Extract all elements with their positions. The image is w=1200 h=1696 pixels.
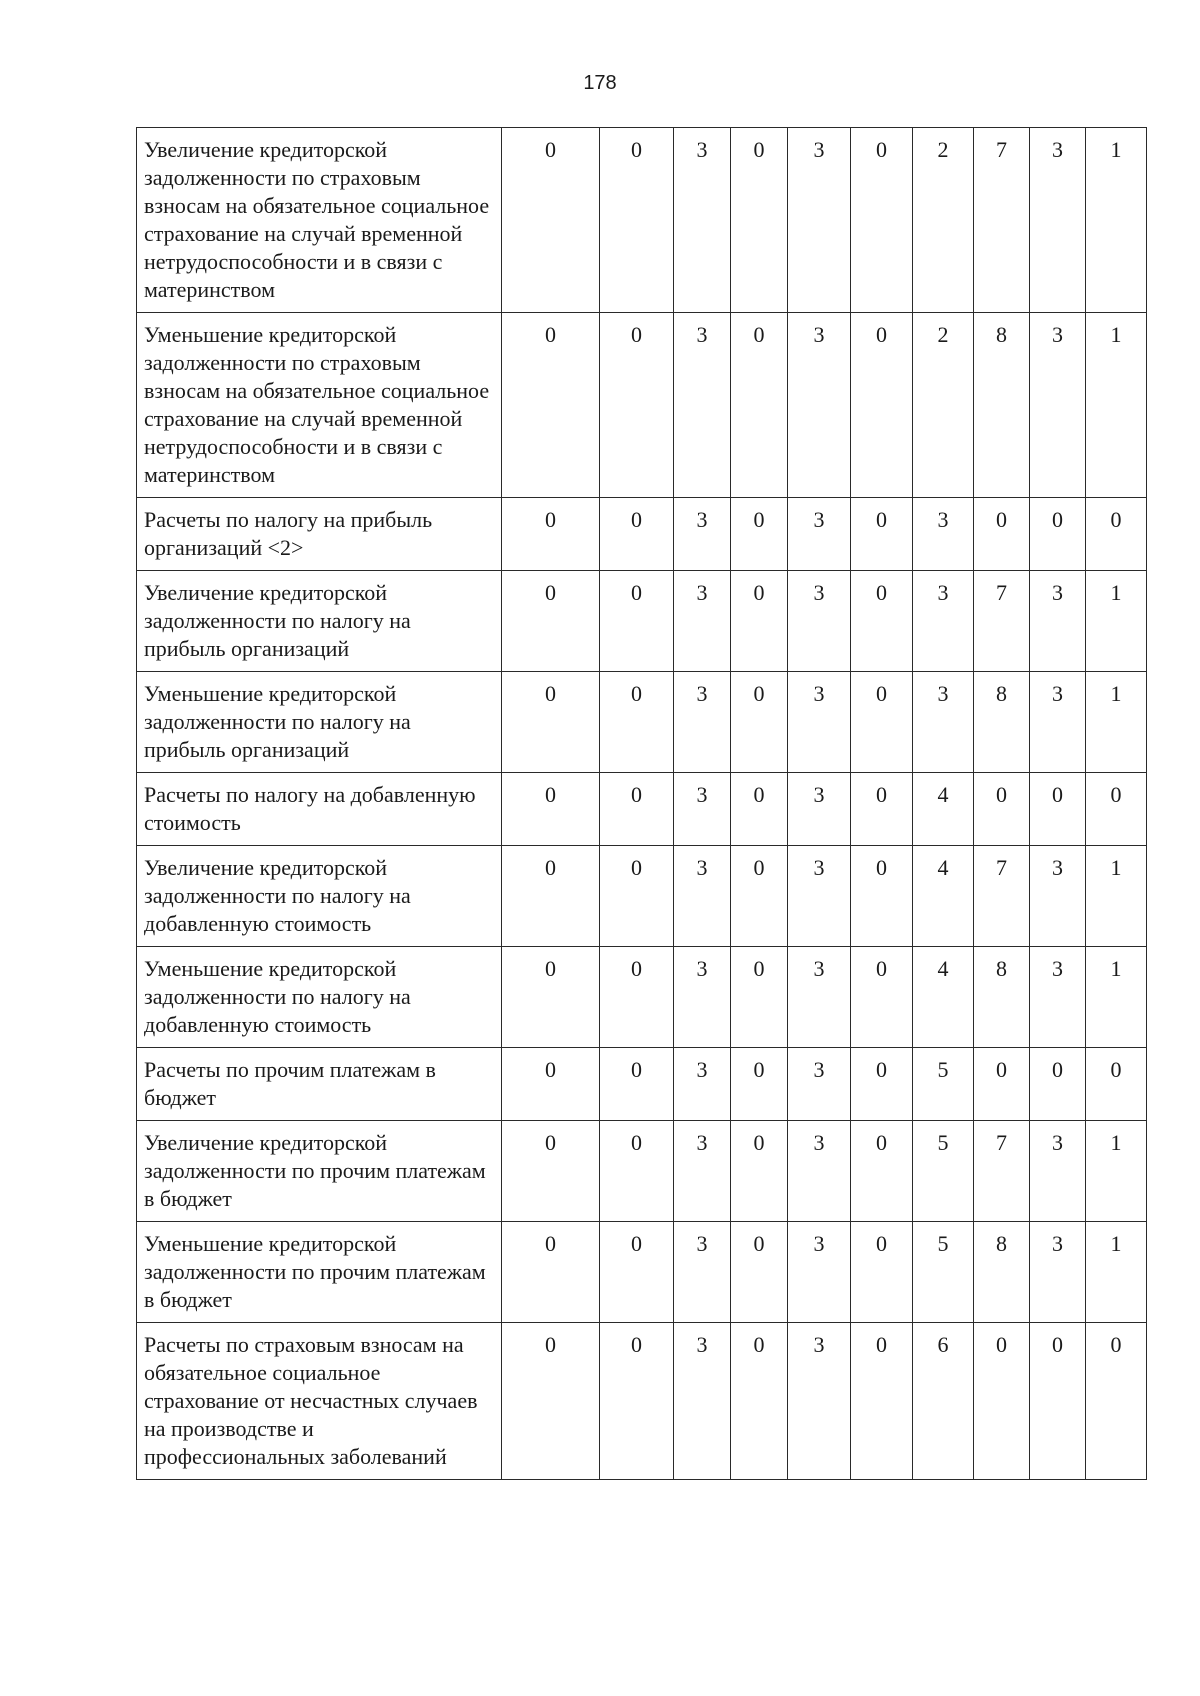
code-digit-cell: 3	[1030, 571, 1086, 672]
code-digit-cell: 1	[1086, 672, 1147, 773]
code-digit-cell: 3	[674, 672, 731, 773]
row-description: Уменьшение кредиторской задолженности по налогу на добавленную стоимость	[137, 947, 502, 1048]
row-description: Уменьшение кредиторской задолженности по страховым взносам на обязательное социальное страхование на случай временной нетрудоспособности и в связи с материнством	[137, 313, 502, 498]
table-row	[137, 1048, 1147, 1121]
code-digit-cell: 0	[974, 1323, 1030, 1480]
code-digit-cell: 0	[731, 947, 788, 1048]
code-digit-cell: 5	[913, 1222, 974, 1323]
code-digit-cell: 0	[1086, 1048, 1147, 1121]
table-row	[137, 773, 1147, 846]
code-digit-cell: 3	[788, 313, 851, 498]
code-digit-cell: 3	[674, 846, 731, 947]
code-digit-cell: 0	[851, 846, 913, 947]
code-digit-cell: 0	[502, 128, 600, 313]
code-digit-cell: 3	[674, 571, 731, 672]
code-digit-cell: 0	[502, 846, 600, 947]
code-digit-cell: 0	[731, 1048, 788, 1121]
code-digit-cell: 2	[913, 313, 974, 498]
code-digit-cell: 0	[1086, 773, 1147, 846]
row-description: Расчеты по налогу на прибыль организаций <2>	[137, 498, 502, 571]
code-digit-cell: 3	[674, 1323, 731, 1480]
code-digit-cell: 1	[1086, 947, 1147, 1048]
code-digit-cell: 0	[600, 846, 674, 947]
code-digit-cell: 0	[851, 313, 913, 498]
row-description: Уменьшение кредиторской задолженности по прочим платежам в бюджет	[137, 1222, 502, 1323]
row-description: Увеличение кредиторской задолженности по налогу на добавленную стоимость	[137, 846, 502, 947]
code-digit-cell: 3	[674, 947, 731, 1048]
code-digit-cell: 0	[502, 498, 600, 571]
row-description: Уменьшение кредиторской задолженности по налогу на прибыль организаций	[137, 672, 502, 773]
code-digit-cell: 4	[913, 773, 974, 846]
code-digit-cell: 1	[1086, 1222, 1147, 1323]
code-digit-cell: 3	[1030, 313, 1086, 498]
code-digit-cell: 3	[788, 947, 851, 1048]
code-digit-cell: 0	[1030, 1048, 1086, 1121]
code-digit-cell: 3	[913, 672, 974, 773]
code-digit-cell: 3	[674, 128, 731, 313]
code-digit-cell: 0	[600, 498, 674, 571]
code-digit-cell: 0	[731, 128, 788, 313]
code-digit-cell: 0	[1030, 773, 1086, 846]
code-digit-cell: 4	[913, 846, 974, 947]
code-digit-cell: 3	[674, 1222, 731, 1323]
code-digit-cell: 3	[1030, 846, 1086, 947]
code-digit-cell: 0	[1030, 498, 1086, 571]
code-digit-cell: 0	[851, 1222, 913, 1323]
row-description: Увеличение кредиторской задолженности по страховым взносам на обязательное социальное страхование на случай временной нетрудоспособности и в связи с материнством	[137, 128, 502, 313]
table-row	[137, 128, 1147, 313]
code-digit-cell: 0	[502, 313, 600, 498]
code-digit-cell: 3	[674, 1121, 731, 1222]
code-digit-cell: 3	[1030, 947, 1086, 1048]
code-digit-cell: 0	[731, 773, 788, 846]
code-digit-cell: 3	[788, 128, 851, 313]
code-digit-cell: 0	[974, 1048, 1030, 1121]
code-digit-cell: 1	[1086, 313, 1147, 498]
table-row	[137, 1121, 1147, 1222]
code-digit-cell: 0	[851, 1121, 913, 1222]
code-digit-cell: 2	[913, 128, 974, 313]
code-digit-cell: 6	[913, 1323, 974, 1480]
code-digit-cell: 8	[974, 947, 1030, 1048]
code-digit-cell: 0	[600, 313, 674, 498]
row-description: Увеличение кредиторской задолженности по налогу на прибыль организаций	[137, 571, 502, 672]
code-digit-cell: 3	[674, 773, 731, 846]
code-digit-cell: 0	[851, 498, 913, 571]
code-digit-cell: 0	[600, 672, 674, 773]
code-digit-cell: 0	[600, 1121, 674, 1222]
code-digit-cell: 0	[851, 773, 913, 846]
code-digit-cell: 0	[851, 128, 913, 313]
code-digit-cell: 3	[788, 1048, 851, 1121]
code-digit-cell: 0	[851, 571, 913, 672]
code-digit-cell: 7	[974, 128, 1030, 313]
code-digit-cell: 0	[502, 1323, 600, 1480]
code-digit-cell: 3	[674, 1048, 731, 1121]
code-digit-cell: 3	[788, 773, 851, 846]
code-digit-cell: 0	[851, 947, 913, 1048]
code-digit-cell: 7	[974, 846, 1030, 947]
code-digit-cell: 3	[913, 571, 974, 672]
row-description: Увеличение кредиторской задолженности по прочим платежам в бюджет	[137, 1121, 502, 1222]
code-digit-cell: 7	[974, 571, 1030, 672]
code-digit-cell: 1	[1086, 571, 1147, 672]
code-digit-cell: 0	[502, 1121, 600, 1222]
code-digit-cell: 3	[788, 571, 851, 672]
code-digit-cell: 3	[788, 498, 851, 571]
code-digit-cell: 3	[1030, 1121, 1086, 1222]
code-digit-cell: 3	[913, 498, 974, 571]
code-digit-cell: 0	[502, 571, 600, 672]
code-digit-cell: 8	[974, 313, 1030, 498]
page-number: 178	[583, 72, 617, 94]
code-digit-cell: 0	[600, 773, 674, 846]
code-digit-cell: 3	[1030, 1222, 1086, 1323]
table-row	[137, 1323, 1147, 1480]
code-digit-cell: 0	[1086, 498, 1147, 571]
row-description: Расчеты по прочим платежам в бюджет	[137, 1048, 502, 1121]
code-digit-cell: 3	[788, 1121, 851, 1222]
code-digit-cell: 3	[674, 498, 731, 571]
code-digit-cell: 0	[851, 1048, 913, 1121]
code-digit-cell: 3	[1030, 672, 1086, 773]
code-digit-cell: 3	[788, 846, 851, 947]
code-digit-cell: 3	[1030, 128, 1086, 313]
code-digit-cell: 0	[851, 672, 913, 773]
code-digit-cell: 5	[913, 1048, 974, 1121]
code-digit-cell: 8	[974, 1222, 1030, 1323]
code-digit-cell: 1	[1086, 846, 1147, 947]
code-digit-cell: 0	[731, 1222, 788, 1323]
code-digit-cell: 0	[974, 773, 1030, 846]
code-digit-cell: 0	[600, 1222, 674, 1323]
table-row	[137, 571, 1147, 672]
table-row	[137, 313, 1147, 498]
code-digit-cell: 0	[502, 1048, 600, 1121]
row-description: Расчеты по страховым взносам на обязательное социальное страхование от несчастных случаев на производстве и профессиональных заболеваний	[137, 1323, 502, 1480]
code-digit-cell: 0	[731, 846, 788, 947]
code-digit-cell: 7	[974, 1121, 1030, 1222]
code-digit-cell: 0	[600, 571, 674, 672]
code-digit-cell: 0	[502, 672, 600, 773]
code-digit-cell: 0	[731, 313, 788, 498]
table-body	[137, 128, 1147, 1480]
code-digit-cell: 0	[731, 1323, 788, 1480]
row-description: Расчеты по налогу на добавленную стоимость	[137, 773, 502, 846]
code-digit-cell: 0	[600, 1048, 674, 1121]
code-digit-cell: 0	[731, 571, 788, 672]
table-row	[137, 947, 1147, 1048]
code-digit-cell: 0	[600, 1323, 674, 1480]
code-digit-cell: 3	[674, 313, 731, 498]
code-digit-cell: 0	[731, 672, 788, 773]
code-digit-cell: 8	[974, 672, 1030, 773]
code-digit-cell: 3	[788, 1323, 851, 1480]
code-digit-cell: 5	[913, 1121, 974, 1222]
code-digit-cell: 4	[913, 947, 974, 1048]
code-digit-cell: 0	[502, 1222, 600, 1323]
code-digit-cell: 0	[1030, 1323, 1086, 1480]
code-digit-cell: 3	[788, 1222, 851, 1323]
code-digit-cell: 0	[974, 498, 1030, 571]
code-digit-cell: 0	[502, 947, 600, 1048]
code-digit-cell: 1	[1086, 1121, 1147, 1222]
account-codes-table	[136, 127, 1147, 1480]
table-row	[137, 498, 1147, 571]
code-digit-cell: 0	[600, 947, 674, 1048]
code-digit-cell: 0	[502, 773, 600, 846]
code-digit-cell: 0	[1086, 1323, 1147, 1480]
code-digit-cell: 0	[851, 1323, 913, 1480]
code-digit-cell: 3	[788, 672, 851, 773]
table-row	[137, 672, 1147, 773]
table-row	[137, 846, 1147, 947]
code-digit-cell: 0	[731, 498, 788, 571]
code-digit-cell: 1	[1086, 128, 1147, 313]
code-digit-cell: 0	[731, 1121, 788, 1222]
code-digit-cell: 0	[600, 128, 674, 313]
table-row	[137, 1222, 1147, 1323]
